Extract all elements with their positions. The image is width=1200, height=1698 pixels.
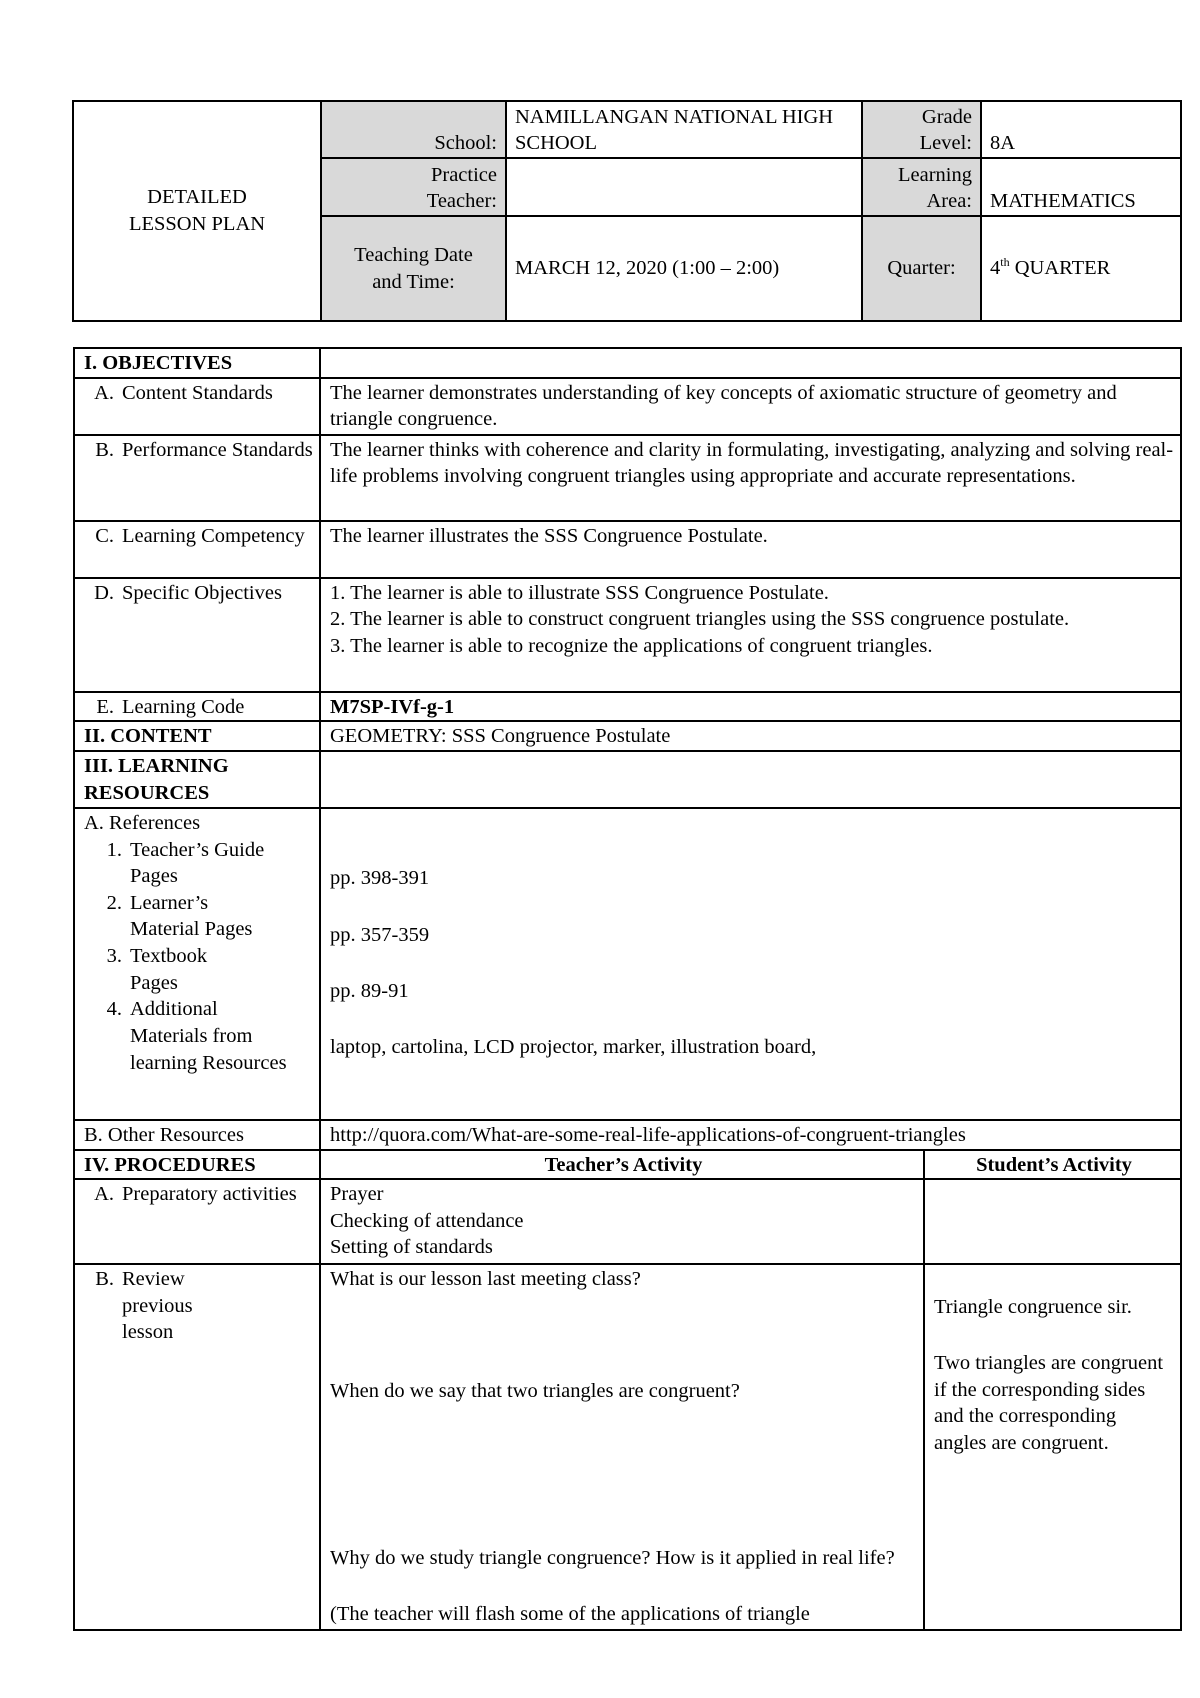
date-value: MARCH 12, 2020 (1:00 – 2:00): [506, 216, 862, 321]
prep-item: Setting of standards: [330, 1236, 493, 1259]
review-note: (The teacher will flash some of the applications of triangle: [330, 1603, 810, 1626]
references-values: [320, 808, 1181, 1120]
lesson-plan-table: [73, 347, 1182, 1631]
review-question-1: What is our lesson last meeting class?: [330, 1268, 641, 1291]
prep-item: Checking of attendance: [330, 1209, 524, 1232]
review-teacher: [320, 1264, 924, 1630]
teacher-activity-header: Teacher’s Activity: [320, 1150, 924, 1180]
other-resources-link[interactable]: http://quora.com/What-are-some-real-life-applications-of-congruent-triangles: [320, 1120, 1181, 1150]
prep-item: Prayer: [330, 1183, 384, 1206]
content-text: GEOMETRY: SSS Congruence Postulate: [320, 721, 1181, 751]
preparatory-student: [924, 1179, 1181, 1264]
learning-code-label: E. Learning Code: [74, 692, 320, 722]
textbook-pages: pp. 89-91: [330, 979, 409, 1002]
review-answer-2: Two triangles are congruent if the corresponding sides and the corresponding angles are congruent.: [934, 1352, 1164, 1455]
preparatory-teacher: [320, 1179, 924, 1264]
other-resources-label: B. Other Resources: [74, 1120, 320, 1150]
area-value: MATHEMATICS: [981, 158, 1181, 216]
performance-standards-label: B. Performance Standards: [74, 435, 320, 521]
quarter-label: Quarter:: [862, 216, 981, 321]
learning-code-value: M7SP-IVf-g-1: [320, 692, 1181, 722]
learning-competency-label: C. Learning Competency: [74, 521, 320, 578]
review-student: [924, 1264, 1181, 1630]
specific-objectives-label: D. Specific Objectives: [74, 578, 320, 692]
procedures-heading: IV. PROCEDURES: [74, 1150, 320, 1180]
objectives-heading: I. OBJECTIVES: [74, 348, 320, 378]
review-question-3: Why do we study triangle congruence? How is it applied in real life?: [330, 1547, 895, 1570]
specific-objectives-list: [320, 578, 1181, 692]
grade-label: Grade Level:: [862, 101, 981, 158]
area-label: Learning Area:: [862, 158, 981, 216]
content-standards-label: A. Content Standards: [74, 378, 320, 435]
review-question-2: When do we say that two triangles are congruent?: [330, 1380, 740, 1403]
teacher-value: [506, 158, 862, 216]
document-title: DETAILED LESSON PLAN: [73, 101, 321, 321]
reference-item: 1. Teacher’s Guide Pages: [106, 838, 265, 888]
quarter-value: 4th QUARTER: [981, 216, 1181, 321]
student-activity-header: Student’s Activity: [924, 1150, 1181, 1180]
review-answer-1: Triangle congruence sir.: [934, 1296, 1132, 1319]
performance-standards-text: The learner thinks with coherence and clarity in formulating, investigating, analyzing and solving real-life problems involving congruent triangles using appropriate and accurate representations.: [320, 435, 1181, 521]
preparatory-label: A. Preparatory activities: [74, 1179, 320, 1264]
reference-item: 3. Textbook Pages: [106, 945, 208, 994]
header-table: [72, 100, 1182, 322]
objective-item: 1. The learner is able to illustrate SSS Congruence Postulate.: [330, 581, 829, 604]
date-label: Teaching Date and Time:: [321, 216, 506, 321]
objective-item: 2. The learner is able to construct congruent triangles using the SSS congruence postulate.: [330, 608, 1070, 631]
grade-value: 8A: [981, 101, 1181, 158]
content-heading: II. CONTENT: [74, 721, 320, 751]
content-standards-text: The learner demonstrates understanding of key concepts of axiomatic structure of geometry and triangle congruence.: [320, 378, 1181, 435]
references-list: [74, 808, 320, 1120]
learning-competency-text: The learner illustrates the SSS Congruence Postulate.: [320, 521, 1181, 578]
teacher-guide-pages: pp. 398-391: [330, 866, 430, 889]
additional-materials: laptop, cartolina, LCD projector, marker, illustration board,: [330, 1035, 817, 1058]
reference-item: 4. Additional Materials from learning Resources: [106, 998, 287, 1074]
learning-resources-heading: III. LEARNING RESOURCES: [74, 751, 320, 808]
school-label: School:: [321, 101, 506, 158]
reference-item: 2. Learner’s Material Pages: [106, 891, 253, 941]
learner-material-pages: pp. 357-359: [330, 923, 430, 946]
school-value: NAMILLANGAN NATIONAL HIGH SCHOOL: [506, 101, 862, 158]
teacher-label: Practice Teacher:: [321, 158, 506, 216]
objective-item: 3. The learner is able to recognize the applications of congruent triangles.: [330, 634, 933, 657]
review-label: B. Review previous lesson: [74, 1264, 320, 1630]
references-label: A. References: [84, 811, 201, 834]
